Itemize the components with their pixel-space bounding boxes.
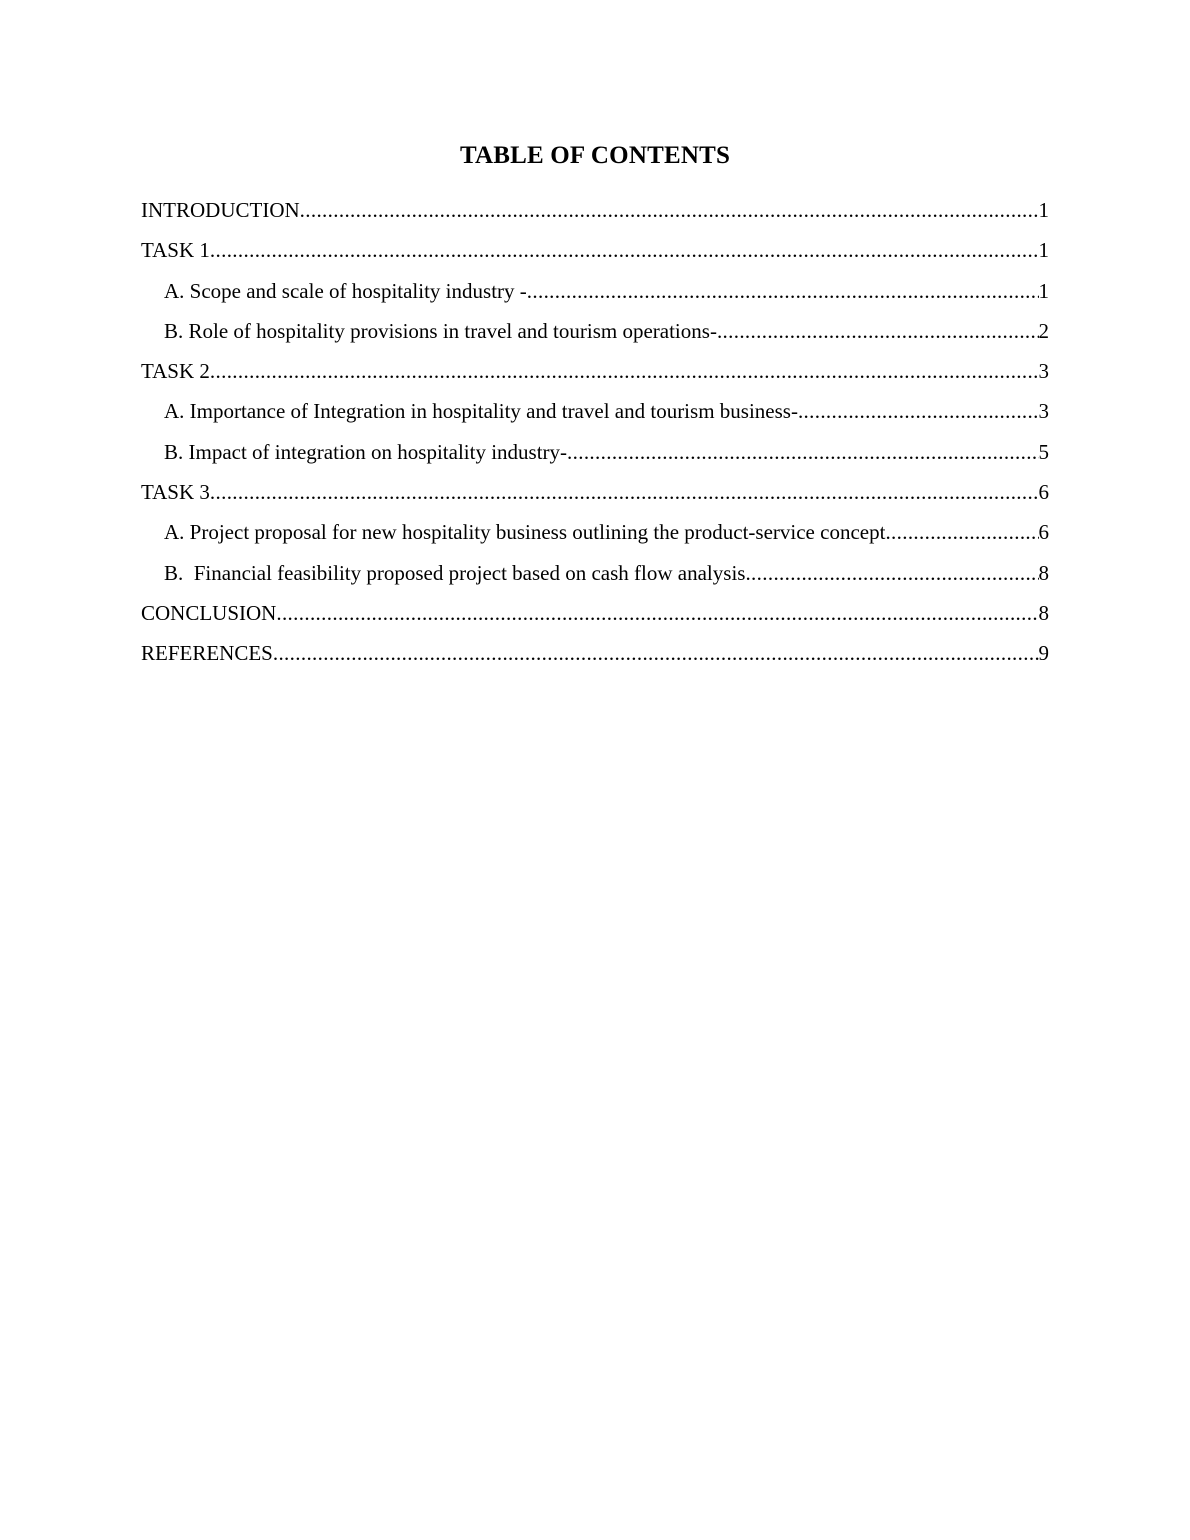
toc-entry[interactable] xyxy=(141,397,1049,437)
toc-entry-page-number: 8 xyxy=(1038,560,1049,585)
toc-entry-label: A. Project proposal for new hospitality business outlining the product-service concept xyxy=(164,520,886,545)
toc-dot-leader xyxy=(745,559,1038,587)
toc-dot-leader xyxy=(273,639,1039,667)
toc-dot-leader xyxy=(527,277,1039,305)
toc-dot-leader xyxy=(276,599,1038,627)
toc-dot-leader xyxy=(300,196,1039,224)
toc-entry-page-number: 2 xyxy=(1038,318,1049,343)
toc-entry-page-number: 6 xyxy=(1038,480,1049,505)
toc-entry[interactable] xyxy=(141,478,1049,518)
toc-dot-leader xyxy=(798,397,1039,425)
toc-list xyxy=(141,196,1049,680)
toc-entry[interactable] xyxy=(141,438,1049,478)
toc-entry[interactable] xyxy=(141,317,1049,357)
toc-dot-leader xyxy=(210,357,1039,385)
toc-entry-label: A. Importance of Integration in hospitality and travel and tourism business- xyxy=(164,399,798,424)
toc-entry[interactable] xyxy=(141,639,1049,679)
toc-entry-page-number: 6 xyxy=(1038,520,1049,545)
toc-title: TABLE OF CONTENTS xyxy=(459,142,731,169)
toc-entry-label: A. Scope and scale of hospitality industry - xyxy=(164,278,527,303)
toc-entry-label: CONCLUSION xyxy=(141,600,277,625)
toc-entry-page-number: 3 xyxy=(1038,359,1049,384)
toc-dot-leader xyxy=(210,236,1039,264)
toc-entry-label: TASK 3 xyxy=(141,480,210,505)
toc-dot-leader xyxy=(210,478,1039,506)
toc-entry-label: TASK 1 xyxy=(141,238,210,263)
toc-entry-label: B. Financial feasibility proposed project based on cash flow analysis xyxy=(164,560,746,585)
toc-entry-label: REFERENCES xyxy=(141,641,273,666)
toc-entry[interactable] xyxy=(141,518,1049,558)
toc-entry-label: B. Role of hospitality provisions in travel and tourism operations- xyxy=(164,318,717,343)
toc-entry-label: INTRODUCTION xyxy=(141,198,300,222)
toc-entry[interactable] xyxy=(141,599,1049,639)
toc-entry-page-number: 1 xyxy=(1038,238,1049,263)
toc-entry[interactable] xyxy=(141,277,1049,317)
toc-entry-page-number: 1 xyxy=(1038,278,1049,303)
toc-entry-label: B. Impact of integration on hospitality industry- xyxy=(164,439,568,464)
toc-dot-leader xyxy=(717,317,1039,345)
toc-entry[interactable] xyxy=(141,236,1049,276)
toc-entry-label: TASK 2 xyxy=(141,359,210,384)
toc-dot-leader xyxy=(885,518,1038,546)
toc-dot-leader xyxy=(567,438,1038,466)
toc-entry-page-number: 1 xyxy=(1038,198,1049,222)
toc-entry[interactable] xyxy=(141,559,1049,599)
toc-entry-page-number: 9 xyxy=(1038,641,1049,666)
toc-entry-page-number: 8 xyxy=(1038,600,1049,625)
toc-entry[interactable] xyxy=(141,357,1049,397)
toc-entry[interactable] xyxy=(141,196,1049,236)
toc-entry-page-number: 5 xyxy=(1038,439,1049,464)
toc-entry-page-number: 3 xyxy=(1038,399,1049,424)
